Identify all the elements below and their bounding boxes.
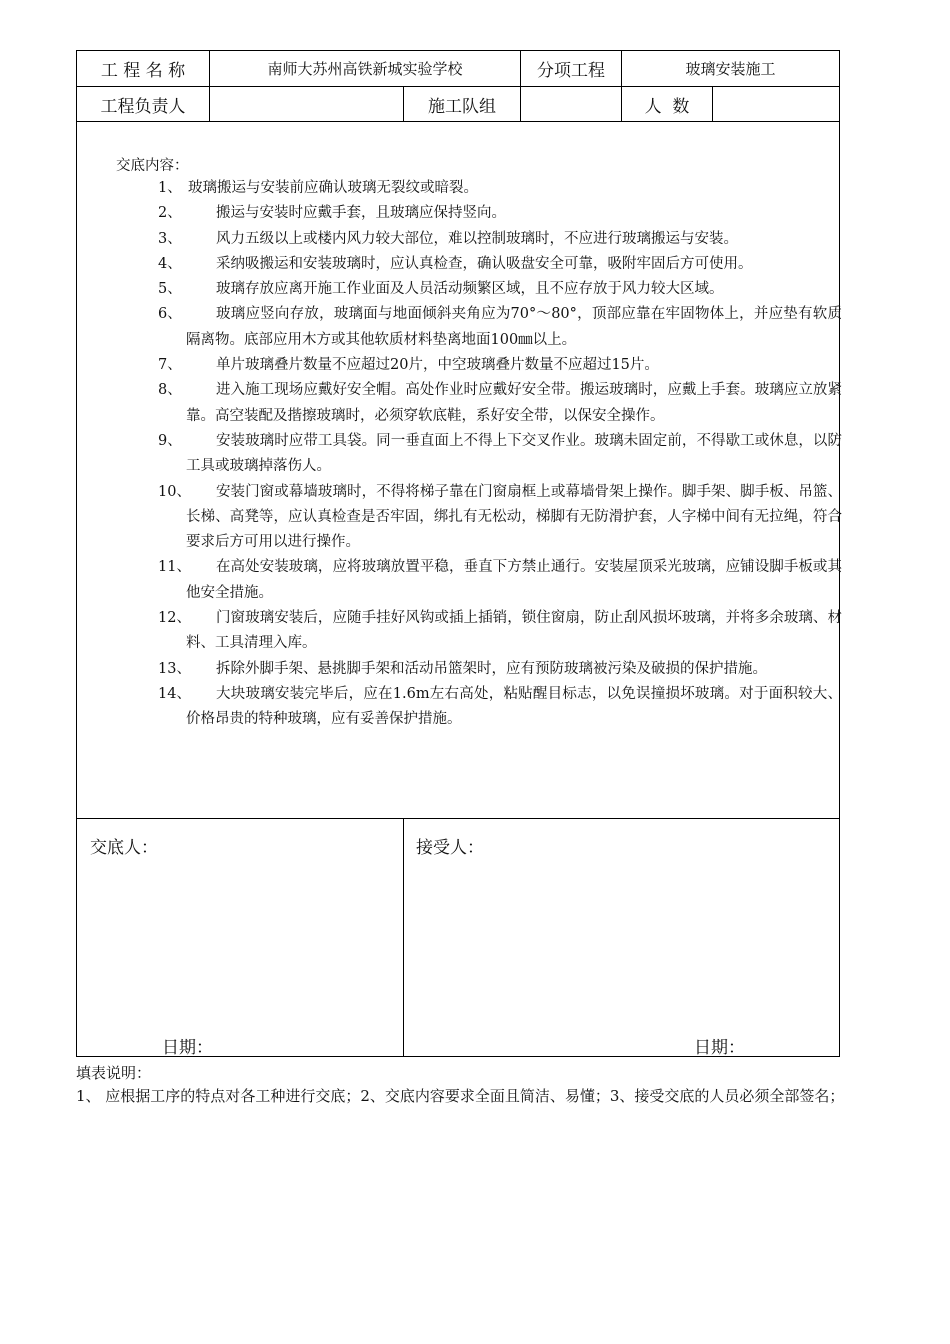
list-item <box>158 201 842 226</box>
list-item <box>158 555 842 606</box>
list-item-number: 12、 <box>158 610 191 627</box>
list-item-text: 拆除外脚手架、悬挑脚手架和活动吊篮架时，应有预防玻璃被污染及破损的保护措施。 <box>216 660 767 677</box>
content-list <box>158 176 842 733</box>
list-item-number: 2、 <box>158 205 182 222</box>
list-item-number: 8、 <box>158 382 182 399</box>
count-field[interactable] <box>713 87 839 121</box>
team-label: 施工队组 <box>428 96 496 117</box>
list-item-text: 安装玻璃时应带工具袋。同一垂直面上不得上下交叉作业。玻璃未固定前，不得歇工或休息，以防工具或玻璃掉落伤人。 <box>186 432 842 475</box>
receiver-date-label: 日期： <box>694 1038 745 1058</box>
list-item-number: 1、 <box>158 180 182 196</box>
list-item-number: 9、 <box>158 432 182 449</box>
list-item-number: 14、 <box>158 685 191 702</box>
giver-label: 交底人： <box>90 838 158 858</box>
manager-label: 工程负责人 <box>100 96 186 117</box>
list-item <box>158 378 842 429</box>
list-item <box>158 657 842 682</box>
notes-text: 1、 应根据工序的特点对各工种进行交底；2、交底内容要求全面且简洁、易懂；3、接受交底的人员必须全部签名； <box>76 1087 845 1105</box>
project-name-label: 工 程 名 称 <box>100 61 186 81</box>
list-item <box>158 227 842 252</box>
list-item <box>158 277 842 302</box>
list-item-text: 玻璃存放应离开施工作业面及人员活动频繁区域，且不应存放于风力较大区域。 <box>216 281 724 298</box>
count-label: 人 数 <box>644 96 690 117</box>
team-field[interactable] <box>521 87 621 121</box>
list-item-number: 5、 <box>158 281 182 298</box>
list-item-text: 大块玻璃安装完毕后，应在1.6m左右高处，粘贴醒目标志，以免误撞损坏玻璃。对于面积较大、价格昂贵的特种玻璃，应有妥善保护措施。 <box>186 685 842 728</box>
content-title: 交底内容： <box>116 158 189 174</box>
list-item <box>158 353 842 378</box>
list-item <box>158 176 842 201</box>
list-item-number: 10、 <box>158 483 191 500</box>
table-row-divider <box>76 121 840 122</box>
sub-project-label: 分项工程 <box>537 61 605 81</box>
list-item-number: 6、 <box>158 306 182 323</box>
list-item <box>158 252 842 277</box>
list-item <box>158 429 842 480</box>
list-item-text: 玻璃应竖向存放，玻璃面与地面倾斜夹角应为70°～80°，顶部应靠在牢固物体上，并应垫有软质隔离物。底部应用木方或其他软质材料垫离地面100㎜以上。 <box>186 306 842 348</box>
list-item-text: 安装门窗或幕墙玻璃时，不得将梯子靠在门窗扇框上或幕墙骨架上操作。脚手架、脚手板、吊篮、长梯、高凳等，应认真检查是否牢固，绑扎有无松动，梯脚有无防滑护套，人字梯中间有无拉绳，符合要求后方可用以进行操作。 <box>186 483 842 551</box>
list-item-number: 7、 <box>158 357 182 374</box>
list-item-text: 门窗玻璃安装后，应随手挂好风钩或插上插销，锁住窗扇，防止刮风损坏玻璃，并将多余玻璃、材料、工具清理入库。 <box>186 610 842 652</box>
list-item-text: 玻璃搬运与安装前应确认玻璃无裂纹或暗裂。 <box>188 180 478 196</box>
list-item <box>158 682 842 733</box>
list-item-text: 进入施工现场应戴好安全帽。高处作业时应戴好安全带。搬运玻璃时，应戴上手套。玻璃应立放紧靠。高空装配及揩擦玻璃时，必须穿软底鞋，系好安全带，以保安全操作。 <box>186 382 842 424</box>
list-item-text: 单片玻璃叠片数量不应超过20片，中空玻璃叠片数量不应超过15片。 <box>216 357 659 374</box>
list-item <box>158 606 842 657</box>
list-item-text: 风力五级以上或楼内风力较大部位，难以控制玻璃时，不应进行玻璃搬运与安装。 <box>216 230 738 247</box>
list-item-text: 搬运与安装时应戴手套，且玻璃应保持竖向。 <box>216 205 506 222</box>
list-item-number: 4、 <box>158 255 182 272</box>
table-border-left <box>76 50 77 1057</box>
signature-divider <box>403 818 404 1057</box>
list-item-number: 11、 <box>158 559 191 576</box>
list-item-text: 在高处安装玻璃，应将玻璃放置平稳，垂直下方禁止通行。安装屋顶采光玻璃，应铺设脚手板或其他安全措施。 <box>186 559 842 601</box>
list-item-number: 3、 <box>158 230 182 247</box>
list-item-number: 13、 <box>158 660 191 677</box>
notes-title: 填表说明： <box>76 1064 152 1082</box>
project-name-value[interactable]: 南师大苏州高铁新城实验学校 <box>267 60 463 78</box>
receiver-label: 接受人： <box>416 838 484 858</box>
manager-field[interactable] <box>210 87 403 121</box>
sub-project-value[interactable]: 玻璃安装施工 <box>685 60 776 78</box>
table-row-divider <box>76 818 840 819</box>
list-item-text: 采纳吸搬运和安装玻璃时，应认真检查，确认吸盘安全可靠，吸附牢固后方可使用。 <box>216 255 753 272</box>
giver-date-label: 日期： <box>162 1038 213 1058</box>
list-item <box>158 302 842 353</box>
list-item <box>158 480 842 556</box>
